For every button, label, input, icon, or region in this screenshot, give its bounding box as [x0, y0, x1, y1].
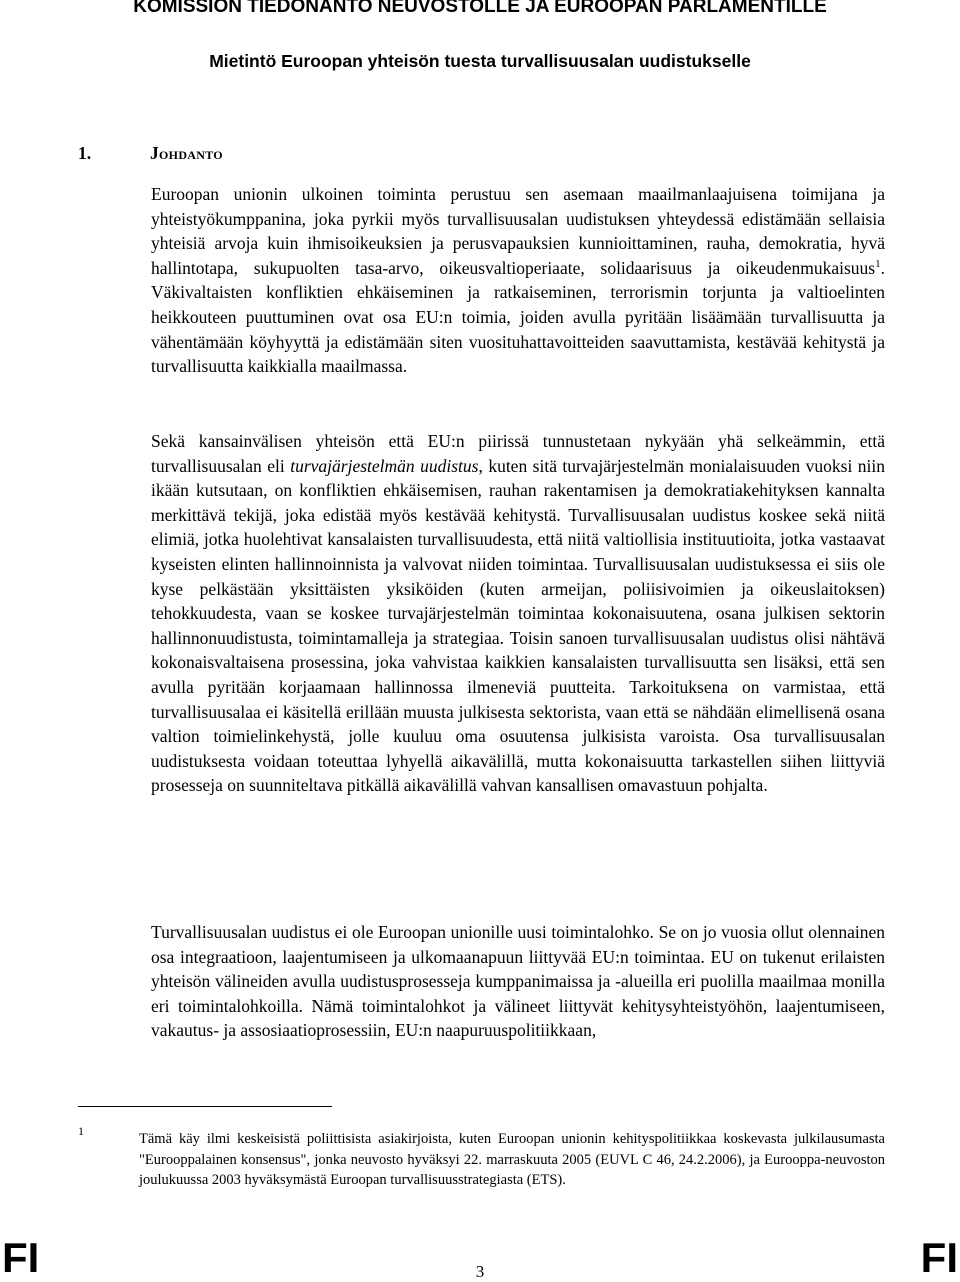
document-title: Mietintö Euroopan yhteisön tuesta turvallisuusalan uudistukselle: [209, 51, 751, 71]
italic-term: turvajärjestelmän uudistus: [290, 455, 479, 476]
section-heading: [78, 143, 223, 164]
paragraph-security-reform: [151, 429, 885, 798]
running-title: KOMISSION TIEDONANTO NEUVOSTOLLE JA EUROOPAN PARLAMENTILLE: [133, 0, 827, 17]
footnote-text: Tämä käy ilmi keskeisistä poliittisista asiakirjoista, kuten Euroopan unionin kehityspolitiikkaa koskevasta julkilausumasta "Eurooppalainen konsensus", jonka neuvosto hyväksyi 22. marraskuuta 2005 (EUVL C 46, 24.2.2006), ja Eurooppa-neuvoston joulukuussa 2003 hyväksymästä Euroopan turvallisuusstrategiasta (ETS).: [139, 1131, 885, 1189]
language-code-left: FI: [2, 1234, 40, 1281]
footnote-divider: [78, 1106, 332, 1107]
paragraph-text: Euroopan unionin ulkoinen toiminta perustuu sen asemaan maailmanlaajuisena toimijana ja yhteistyökumppanina, joka pyrkii myös turvallisuusalan uudistuksen yhteydessä edistämään sellaisia yhteisiä arvoja kuin ihmisoikeuksien ja perusvapauksien kunnioittaminen, rauha, demokratia, hyvä hallintotapa, sukupuolten tasa-arvo, oikeusvaltioperiaate, solidaarisuus ja oikeudenmukaisuus: [151, 184, 885, 278]
paragraph-text: Sekä kansainvälisen yhteisön että EU:n piirissä tunnustetaan nykyään yhä selkeämmin, että turvallisuusalan eli: [151, 431, 885, 476]
language-code-right: FI: [920, 1234, 958, 1281]
page-number: 3: [475, 1262, 485, 1281]
section-number: 1.: [78, 143, 92, 163]
paragraph-text: , kuten sitä turvajärjestelmän monialaisuuden vuoksi niin ikään kutsutaan, on konfliktien ehkäisemisen, rauhan rakentamisen ja demokratiakehityksen kannalta merkittävä tekijä, joka edistää myös kestävää kehitystä. Turvallisuusalan uudistus koskee sekä niitä elimiä, jotka huolehtivat kansalaisten turvallisuudesta, että niitä valtiollisia instituutioita, jotka vastaavat kyseisten elinten hallinnoinnista ja valvovat niiden toimintaa. Turvallisuusalan uudistuksessa ei siis ole kyse pelkästään yksittäisten yksiköiden (kuten armeijan, poliisivoimien ja oikeuslaitoksen) tehokkuudesta, vaan se koskee turvajärjestelmän toimintaa kokonaisuutena, osana julkisen sektorin hallinnonuudistusta, toimintamalleja ja strategiaa. Toisin sanoen turvallisuusalan uudistus olisi nähtävä kokonaisvaltaisena prosessina, joka vahvistaa kaikkien kansalaisten turvallisuutta sen lisäksi, että sen avulla pyritään korjaamaan hallinnossa ilmeneviä puutteita. Tarkoituksena on varmistaa, että turvallisuusalaa ei käsitellä erillään muusta julkisesta sektorista, vaan että se nähdään elimellisenä osana valtion toimielinkehystä, jolle kuuluu oma osuutensa julkisista varoista. Osa turvallisuusalan uudistuksesta voidaan toteuttaa lyhyellä aikavälillä, mutta kokonaisuutta tarkastellen siihen liittyviä prosesseja on suunniteltava pitkällä aikavälillä vahvan kansallisen omavastuun pohjalta.: [151, 455, 885, 796]
section-title: Johdanto: [150, 143, 223, 163]
paragraph-intro: [151, 182, 885, 379]
paragraph-eu-activity: Turvallisuusalan uudistus ei ole Euroopan unionille uusi toimintalohko. Se on jo vuosia ollut olennainen osa integraatioon, laajentumiseen ja ulkomaanapuun liittyvää EU:n toimintaa. EU on tukenut erilaisten yhteisön välineiden avulla uudistusprosesseja kumppanimaissa ja -alueilla eri puolilla maailmaa monilla eri toimintalohkoilla. Nämä toimintalohkot ja välineet liittyvät kehitysyhteistyöhön, laajentumiseen, vakautus- ja assosiaatioprosessiin, EU:n naapuruuspolitiikkaan,: [151, 922, 885, 1041]
footnote-reference[interactable]: 1: [875, 257, 881, 270]
paragraph-text: . Väkivaltaisten konfliktien ehkäiseminen ja ratkaiseminen, terrorismin torjunta ja valtioelinten heikkouteen puuttuminen ovat osa EU:n toimia, joiden avulla pyritään lisäämään turvallisuutta ja vähentämään köyhyyttä ja edistämään siten vuosituhattavoitteiden saavuttamista, kestävää kehitystä ja turvallisuutta kaikkialla maailmassa.: [151, 257, 885, 377]
footnote-number: 1: [78, 1124, 84, 1138]
